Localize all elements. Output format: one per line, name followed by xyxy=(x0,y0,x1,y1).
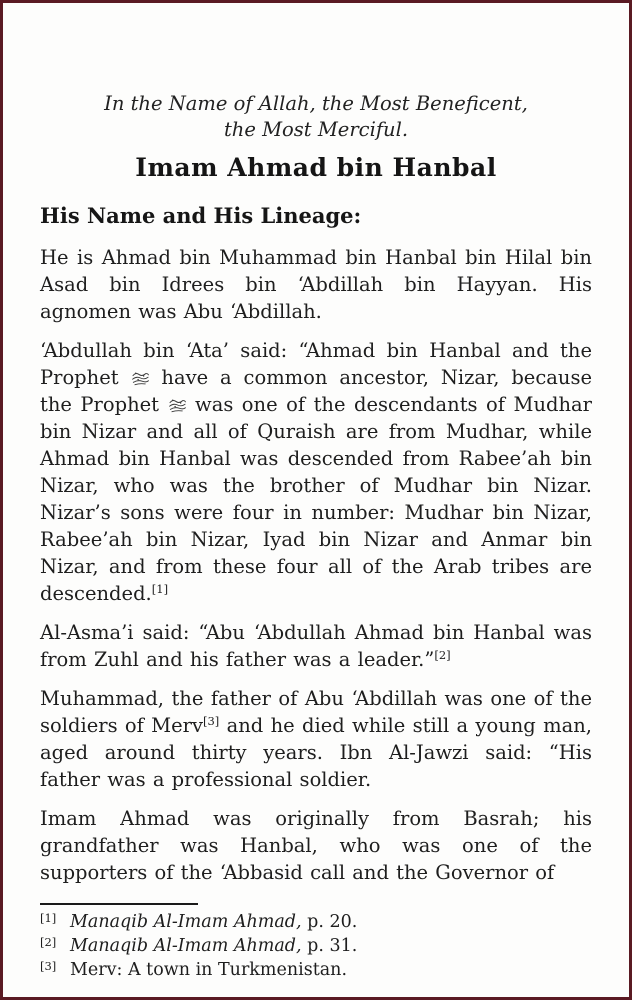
text-run: He is Ahmad bin Muhammad bin Hanbal bin Hilal bin Asad bin Idrees bin ‘Abdillah bin Hayyan. His agnomen was Abu ‘Abdillah. xyxy=(40,246,592,323)
footnote-marker: [1] xyxy=(40,911,57,925)
footnote-reference: [1] xyxy=(151,582,169,596)
footnote-marker: [2] xyxy=(40,935,57,949)
footnote-list xyxy=(40,910,592,982)
footnote-reference: [3] xyxy=(203,714,220,728)
paragraph xyxy=(40,805,592,886)
bismillah-line-2: the Most Merciful. xyxy=(223,118,409,141)
pbuh-calligraphy-icon xyxy=(168,397,187,413)
footnote xyxy=(40,910,592,934)
text-run: Merv: A town in Turkmenistan. xyxy=(70,960,348,980)
footnote xyxy=(40,934,592,958)
footnotes xyxy=(40,903,592,982)
text-run: and he died while still a young man, aged around thirty years. Ibn Al-Jawzi said: “His father was a professional soldier. xyxy=(40,714,592,791)
text-run: p. 31. xyxy=(301,936,358,956)
bismillah-line-1: In the Name of Allah, the Most Beneficent, xyxy=(104,92,528,115)
bismillah xyxy=(40,91,592,143)
footnote-text xyxy=(70,910,357,934)
footnote-text xyxy=(70,934,357,958)
text-run: Muhammad, the father of Abu ‘Abdillah was one of the soldiers of Merv xyxy=(40,687,592,737)
book-title: Manaqib Al-Imam Ahmad, xyxy=(70,912,302,932)
text-run: was one of the descendants of Mudhar bin Nizar and all of Quraish are from Mudhar, while Ahmad bin Hanbal was descended from Rabee’ah bin Nizar, who was the brother of Mudhar bin Nizar. Nizar’s sons were four in number: Mudhar bin Nizar, Rabee’ah bin Nizar, Iyad bin Nizar and Anmar bin Nizar, and from these four all of the Arab tribes are descended. xyxy=(40,393,592,605)
text-run: p. 20. xyxy=(301,912,358,932)
footnote-reference: [2] xyxy=(434,648,451,662)
paragraphs xyxy=(40,244,592,886)
footnote xyxy=(40,958,592,982)
paragraph xyxy=(40,337,592,607)
text-run: Al-Asma’i said: “Abu ‘Abdullah Ahmad bin Hanbal was from Zuhl and his father was a leader.” xyxy=(40,621,592,671)
footnote-text xyxy=(70,958,347,982)
paragraph xyxy=(40,619,592,673)
text-run: have a common ancestor, Nizar, because the Prophet xyxy=(40,366,592,416)
footnote-separator xyxy=(40,903,198,905)
text-run: Imam Ahmad was originally from Basrah; his grandfather was Hanbal, who was one of the supporters of the ‘Abbasid call and the Governor of xyxy=(40,807,592,884)
text-run: ‘Abdullah bin ‘Ata’ said: “Ahmad bin Hanbal and the Prophet xyxy=(40,339,592,389)
pbuh-calligraphy-icon xyxy=(131,370,150,386)
paragraph xyxy=(40,244,592,325)
section-heading: His Name and His Lineage: xyxy=(40,203,362,228)
paragraph xyxy=(40,685,592,793)
footnote-marker: [3] xyxy=(40,959,57,973)
page-title: Imam Ahmad bin Hanbal xyxy=(135,153,497,182)
book-title: Manaqib Al-Imam Ahmad, xyxy=(70,936,302,956)
